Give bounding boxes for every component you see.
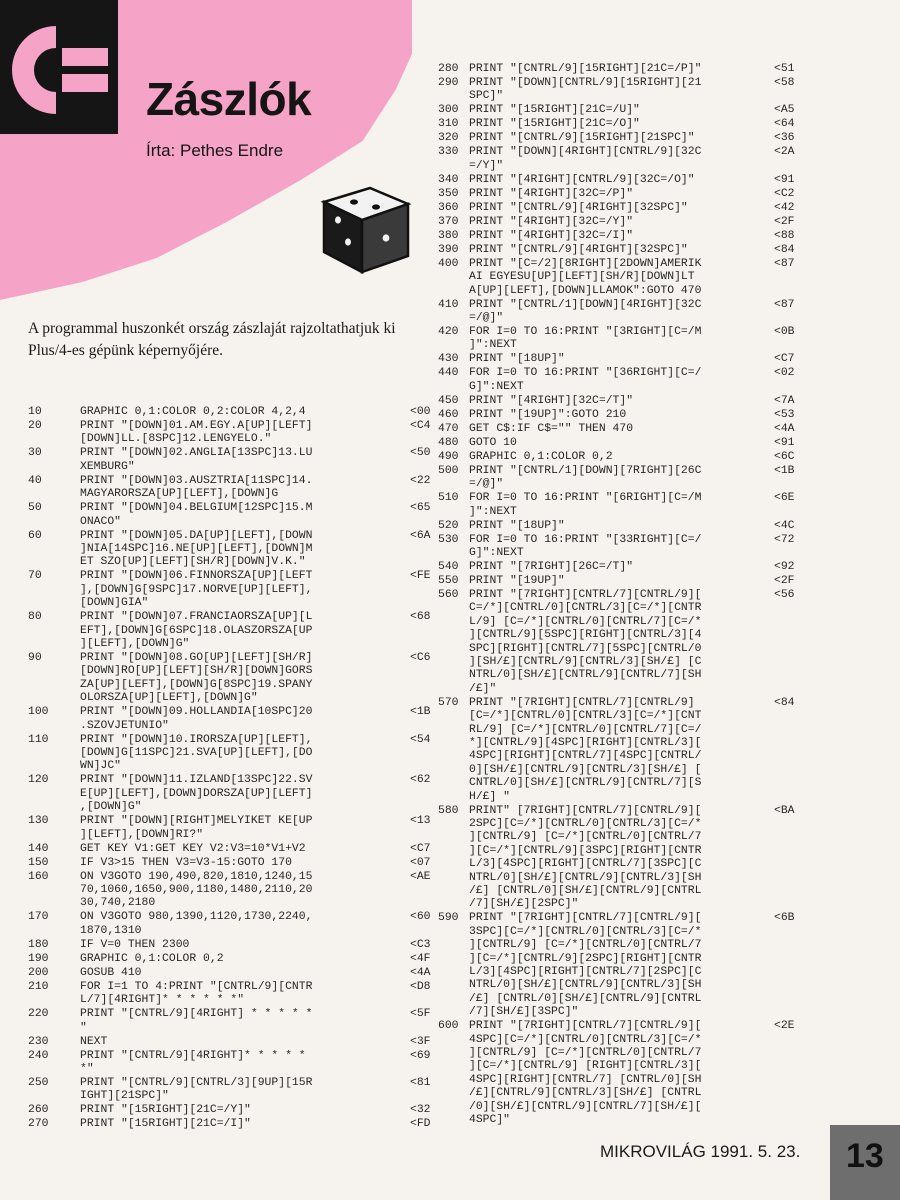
line-number: 80 <box>28 611 42 624</box>
line-code: FOR I=0 TO 16:PRINT "[6RIGHT][C=/M ]":NEXT <box>469 492 702 518</box>
line-code: GET KEY V1:GET KEY V2:V3=10*V1+V2 <box>80 842 306 855</box>
line-checksum: <81 <box>410 1077 431 1089</box>
line-checksum: <07 <box>410 856 431 869</box>
line-number: 350 <box>438 187 459 200</box>
line-code: PRINT "[7RIGHT][CNTRL/7][CNTRL/9] [C=/*][CNTRL/0][CNTRL/3][C=/*][CNT RL/9] [C=/*][CNTRL/0][CNTRL/7][C=/ *][CNTRL/9][4SPC][RIGHT][CNTRL/3][ 4SPC][RIGHT][CNTRL/7][4SPC][CNTRL/ 0][SH/£][CNTRL/9][CNTRL/3][SH/£] [ CNTRL/0][SH/£][CNTRL/9][CNTRL/7][S H/£] " <box>469 696 702 803</box>
line-number: 450 <box>438 394 459 407</box>
line-number: 420 <box>438 326 459 338</box>
line-code: PRINT "[18UP]" <box>469 353 565 366</box>
footer-magazine-date: MIKROVILÁG 1991. 5. 23. <box>600 1142 801 1161</box>
line-code: PRINT "[CNTRL/9][4RIGHT]* * * * * *" <box>80 1049 306 1075</box>
line-number: 550 <box>438 575 459 587</box>
line-checksum: <FD <box>410 1118 431 1131</box>
line-checksum: <6E <box>774 492 795 505</box>
line-code: PRINT "[CNTRL/9][15RIGHT][21C=/P]" <box>469 63 702 75</box>
line-checksum: <6B <box>774 912 795 925</box>
line-code: PRINT "[DOWN]05.DA[UP][LEFT],[DOWN ]NIA[14SPC]16.NE[UP][LEFT],[DOWN]M ET SZO[UP][LEFT][SH/R][DOWN]V.K." <box>80 529 313 569</box>
line-code: PRINT" [7RIGHT][CNTRL/7][CNTRL/9][ 2SPC][C=/*][CNTRL/0][CNTRL/3][C=/* ][CNTRL/9] [C=/*][CNTRL/0][CNTRL/7 ][C=/*][CNTRL/9][3SPC][RIGHT][CNTR L/3][4SPC][RIGHT][CNTRL/7][3SPC][C NTRL/0][SH/£][CNTRL/9][CNTRL/3][SH /£] [CNTRL/0][SH/£][CNTRL/9][CNTRL /7][SH/£][2SPC]" <box>469 804 702 911</box>
line-checksum: <4F <box>410 952 431 965</box>
line-number: 170 <box>28 911 49 924</box>
line-number: 330 <box>438 146 459 159</box>
line-number: 220 <box>28 1008 49 1021</box>
line-checksum: <0B <box>774 326 795 338</box>
line-code: ON V3GOTO 190,490,820,1810,1240,15 70,1060,1650,900,1180,1480,2110,20 30,740,2180 <box>80 870 313 910</box>
line-code: GET C$:IF C$="" THEN 470 <box>469 422 634 435</box>
line-number: 430 <box>438 353 459 366</box>
line-number: 370 <box>438 215 459 228</box>
line-number: 30 <box>28 447 42 460</box>
line-number: 20 <box>28 420 42 432</box>
line-code: PRINT "[CNTRL/1][DOWN][7RIGHT][26C =/@]" <box>469 464 702 491</box>
line-number: 120 <box>28 774 49 787</box>
line-code: GOTO 10 <box>469 436 517 449</box>
line-number: 500 <box>438 464 459 477</box>
line-checksum: <C7 <box>410 842 431 855</box>
line-checksum: <32 <box>410 1104 431 1117</box>
line-code: PRINT "[DOWN]03.AUSZTRIA[11SPC]14. MAGYARORSZA[UP][LEFT],[DOWN]G <box>80 474 313 501</box>
line-number: 470 <box>438 422 459 435</box>
line-checksum: <C7 <box>774 353 795 366</box>
line-number: 140 <box>28 842 49 855</box>
line-checksum: <36 <box>774 132 795 145</box>
line-code: PRINT "[15RIGHT][21C=/O]" <box>469 118 640 131</box>
line-code: PRINT "[7RIGHT][26C=/T]" <box>469 561 634 573</box>
line-number: 540 <box>438 561 459 573</box>
line-checksum: <C2 <box>774 187 795 200</box>
line-checksum: <4A <box>774 422 795 435</box>
line-checksum: <62 <box>410 774 431 787</box>
line-number: 520 <box>438 519 459 532</box>
line-number: 200 <box>28 966 49 979</box>
line-code: FOR I=0 TO 16:PRINT "[36RIGHT][C=/ G]":NEXT <box>469 367 702 393</box>
line-code: PRINT "[DOWN]06.FINNORSZA[UP][LEFT ],[DOWN]G[9SPC]17.NORVE[UP][LEFT], [DOWN]GIA" <box>80 570 313 610</box>
line-code: PRINT "[15RIGHT][21C=/I]" <box>80 1118 251 1131</box>
line-code: PRINT "[CNTRL/9][4RIGHT][32SPC]" <box>469 201 688 214</box>
line-checksum: <64 <box>774 118 795 131</box>
line-number: 240 <box>28 1049 49 1062</box>
line-checksum: <FE <box>410 570 431 583</box>
line-code: PRINT "[DOWN][CNTRL/9][15RIGHT][21 SPC]" <box>469 77 702 103</box>
line-code: PRINT "[4RIGHT][32C=/Y]" <box>469 215 634 228</box>
line-number: 510 <box>438 492 459 505</box>
line-checksum: <92 <box>774 561 795 573</box>
line-code: GRAPHIC 0,1:COLOR 0,2:COLOR 4,2,4 <box>80 406 306 418</box>
line-checksum: <1B <box>774 464 795 477</box>
line-code: PRINT "[DOWN][4RIGHT][CNTRL/9][32C =/Y]" <box>469 146 702 172</box>
line-number: 480 <box>438 436 459 449</box>
line-number: 580 <box>438 804 459 817</box>
line-code: FOR I=0 TO 16:PRINT "[33RIGHT][C=/ G]":NEXT <box>469 533 702 559</box>
line-number: 600 <box>438 1020 459 1033</box>
line-number: 320 <box>438 132 459 145</box>
line-code: PRINT "[CNTRL/1][DOWN][4RIGHT][32C =/@]" <box>469 298 702 324</box>
line-number: 160 <box>28 870 49 883</box>
line-code: PRINT "[CNTRL/9][CNTRL/3][9UP][15R IGHT][21SPC]" <box>80 1077 313 1103</box>
line-number: 360 <box>438 201 459 214</box>
line-checksum: <D8 <box>410 980 431 993</box>
line-number: 250 <box>28 1077 49 1089</box>
line-number: 40 <box>28 474 42 487</box>
article-author: Írta: Pethes Endre <box>146 141 284 160</box>
commodore-logo-icon <box>8 22 114 118</box>
line-code: PRINT "[7RIGHT][CNTRL/7][CNTRL/9][ 3SPC][C=/*][CNTRL/0][CNTRL/3][C=/* ][CNTRL/9] [C=/*][CNTRL/0][CNTRL/7 ][C=/*][CNTRL/9][2SPC][RIGHT][CNTR L/3][4SPC][RIGHT][CNTRL/7][2SPC][C NTRL/0][SH/£][CNTRL/9][CNTRL/3][SH /£] [CNTRL/0][SH/£][CNTRL/9][CNTRL /7][SH/£][3SPC]" <box>469 912 702 1019</box>
line-checksum: <87 <box>774 298 795 311</box>
line-number: 100 <box>28 706 49 719</box>
intro-paragraph: A programmal huszonkét ország zászlaját rajzoltathatjuk ki Plus/4-es gépünk képernyőjére. <box>28 320 396 359</box>
magazine-logo <box>0 0 118 134</box>
line-checksum: <87 <box>774 257 795 270</box>
line-code: PRINT "[DOWN]10.IRORSZA[UP][LEFT], [DOWN]G[11SPC]21.SVA[UP][LEFT],[DO WN]JC" <box>80 733 313 773</box>
line-number: 280 <box>438 63 459 75</box>
line-code: IF V=0 THEN 2300 <box>80 938 190 951</box>
line-code: PRINT "[CNTRL/9][15RIGHT][21SPC]" <box>469 132 695 145</box>
line-code: PRINT "[7RIGHT][CNTRL/7][CNTRL/9][ 4SPC][C=/*][CNTRL/0][CNTRL/3][C=/* ][CNTRL/9] [C=/*][CNTRL/0][CNTRL/7 ][C=/*][CNTRL/9] [RIGHT][CNTRL/3][ 4SPC][RIGHT][CNTRL/7] [CNTRL/0][SH /£][CNTRL/9][CNTRL/3][SH/£] [CNTRL /0][SH/£][CNTRL/9][CNTRL/7][SH/£][ 4SPC]" <box>469 1020 702 1127</box>
line-checksum: <6A <box>410 529 431 542</box>
line-code: PRINT "[7RIGHT][CNTRL/7][CNTRL/9][ C=/*][CNTRL/0][CNTRL/3][C=/*][CNTR L/9] [C=/*][CNTRL/0][CNTRL/7][C=/* ][CNTRL/9][5SPC][RIGHT][CNTRL/3][4 SPC][RIGHT][CNTRL/7][5SPC][CNTRL/0 ][SH/£][CNTRL/9][CNTRL/3][SH/£] [C NTRL/0][SH/£][CNTRL/9][CNTRL/7][SH /£]" <box>469 589 702 695</box>
line-number: 110 <box>28 733 49 746</box>
line-code: PRINT "[DOWN]01.AM.EGY.A[UP][LEFT] [DOWN]LL.[8SPC]12.LENGYELO." <box>80 420 313 446</box>
line-code: PRINT "[DOWN]11.IZLAND[13SPC]22.SV E[UP][LEFT],[DOWN]DORSZA[UP][LEFT] ,[DOWN]G" <box>80 774 313 814</box>
line-number: 150 <box>28 856 49 869</box>
line-number: 490 <box>438 450 459 463</box>
line-number: 570 <box>438 696 459 709</box>
line-code: PRINT "[4RIGHT][32C=/T]" <box>469 394 634 407</box>
line-checksum: <4C <box>774 519 795 532</box>
line-checksum: <5F <box>410 1008 431 1021</box>
line-number: 400 <box>438 257 459 270</box>
line-code: PRINT "[18UP]" <box>469 519 565 532</box>
line-code: PRINT "[DOWN][RIGHT]MELYIKET KE[UP ][LEFT],[DOWN]RI?" <box>80 815 313 841</box>
line-checksum: <69 <box>410 1049 431 1062</box>
line-checksum: <00 <box>410 406 431 418</box>
line-checksum: <54 <box>410 733 431 746</box>
line-number: 180 <box>28 938 49 951</box>
line-code: FOR I=0 TO 16:PRINT "[3RIGHT][C=/M ]":NEXT <box>469 326 702 352</box>
line-checksum: <4A <box>410 966 431 979</box>
line-code: PRINT "[15RIGHT][21C=/U]" <box>469 104 640 117</box>
line-checksum: <3F <box>410 1035 431 1048</box>
line-checksum: <C4 <box>410 420 431 432</box>
line-number: 380 <box>438 229 459 242</box>
line-checksum: <13 <box>410 815 431 828</box>
line-number: 390 <box>438 243 459 256</box>
line-code: PRINT "[CNTRL/9][4RIGHT] * * * * * " <box>80 1008 313 1034</box>
line-checksum: <6C <box>774 450 795 463</box>
line-checksum: <22 <box>410 474 431 487</box>
line-code: PRINT "[4RIGHT][CNTRL/9][32C=/O]" <box>469 173 695 186</box>
line-code: GRAPHIC 0,1:COLOR 0,2 <box>80 952 224 965</box>
line-checksum: <7A <box>774 394 795 407</box>
line-number: 440 <box>438 367 459 380</box>
line-code: GOSUB 410 <box>80 966 142 979</box>
line-checksum: <C3 <box>410 938 431 951</box>
line-code: PRINT "[19UP]":GOTO 210 <box>469 408 627 421</box>
line-checksum: <65 <box>410 502 431 515</box>
line-number: 50 <box>28 502 42 515</box>
line-number: 190 <box>28 952 49 965</box>
line-number: 410 <box>438 298 459 311</box>
line-number: 70 <box>28 570 42 583</box>
line-code: GRAPHIC 0,1:COLOR 0,2 <box>469 450 613 463</box>
line-checksum: <91 <box>774 173 795 186</box>
line-code: FOR I=1 TO 4:PRINT "[CNTRL/9][CNTR L/7][4RIGHT]* * * * * *" <box>80 980 313 1007</box>
line-number: 90 <box>28 652 42 664</box>
line-number: 590 <box>438 912 459 925</box>
line-checksum: <91 <box>774 436 795 449</box>
line-number: 300 <box>438 104 459 117</box>
line-code: PRINT "[CNTRL/9][4RIGHT][32SPC]" <box>469 243 688 256</box>
line-number: 290 <box>438 77 459 89</box>
line-code: PRINT "[DOWN]08.GO[UP][LEFT][SH/R] [DOWN]RO[UP][LEFT][SH/R][DOWN]GORS ZA[UP][LEFT],[DOWN]G[8SPC]19.SPANY OLORSZA[UP][LEFT],[DOWN]G" <box>80 652 313 705</box>
line-checksum: <51 <box>774 63 795 75</box>
line-number: 10 <box>28 406 42 418</box>
line-checksum: <58 <box>774 77 795 89</box>
line-code: PRINT "[C=/2][8RIGHT][2DOWN]AMERIK AI EGYESU[UP][LEFT][SH/R][DOWN]LT A[UP][LEFT],[DOWN]LLAMOK":GOTO 470 <box>469 257 702 297</box>
line-number: 270 <box>28 1118 49 1131</box>
line-code: PRINT "[15RIGHT][21C=/Y]" <box>80 1104 251 1117</box>
line-code: PRINT "[DOWN]09.HOLLANDIA[10SPC]20 .SZOVJETUNIO" <box>80 706 313 732</box>
line-number: 60 <box>28 529 42 542</box>
line-code: PRINT "[DOWN]02.ANGLIA[13SPC]13.LU XEMBURG" <box>80 447 313 473</box>
line-number: 230 <box>28 1035 49 1048</box>
line-code: NEXT <box>80 1035 108 1048</box>
article-title: Zászlók <box>146 73 312 125</box>
line-checksum: <2F <box>774 575 795 587</box>
line-checksum: <2F <box>774 215 795 228</box>
line-checksum: <BA <box>774 804 795 817</box>
line-code: PRINT "[4RIGHT][32C=/I]" <box>469 229 634 242</box>
line-checksum: <42 <box>774 201 795 214</box>
line-checksum: <88 <box>774 229 795 242</box>
line-number: 340 <box>438 173 459 186</box>
line-code: PRINT "[4RIGHT][32C=/P]" <box>469 187 634 200</box>
line-checksum: <50 <box>410 447 431 460</box>
line-checksum: <84 <box>774 243 795 256</box>
line-checksum: <1B <box>410 706 431 719</box>
line-checksum: <2E <box>774 1020 795 1033</box>
line-code: PRINT "[DOWN]07.FRANCIAORSZA[UP][L EFT],[DOWN]G[6SPC]18.OLASZORSZA[UP ][LEFT],[DOWN]G" <box>80 611 313 650</box>
line-code: PRINT "[DOWN]04.BELGIUM[12SPC]15.M ONACO" <box>80 502 313 528</box>
line-checksum: <C6 <box>410 652 431 664</box>
line-number: 560 <box>438 589 459 601</box>
line-code: IF V3>15 THEN V3=V3-15:GOTO 170 <box>80 856 292 869</box>
line-checksum: <56 <box>774 589 795 601</box>
line-checksum: <02 <box>774 367 795 380</box>
line-checksum: <72 <box>774 533 795 546</box>
line-checksum: <2A <box>774 146 795 159</box>
line-checksum: <60 <box>410 911 431 924</box>
line-number: 310 <box>438 118 459 131</box>
line-number: 130 <box>28 815 49 828</box>
line-number: 260 <box>28 1104 49 1117</box>
page-number: 13 <box>846 1137 884 1175</box>
dice-illustration <box>316 176 416 276</box>
line-checksum: <68 <box>410 611 431 624</box>
line-checksum: <AE <box>410 870 431 883</box>
line-number: 530 <box>438 533 459 546</box>
line-number: 210 <box>28 980 49 993</box>
line-code: PRINT "[19UP]" <box>469 575 565 587</box>
line-checksum: <53 <box>774 408 795 421</box>
line-checksum: <A5 <box>774 104 795 117</box>
line-checksum: <84 <box>774 696 795 709</box>
line-code: ON V3GOTO 980,1390,1120,1730,2240, 1870,1310 <box>80 911 313 937</box>
line-number: 460 <box>438 408 459 421</box>
